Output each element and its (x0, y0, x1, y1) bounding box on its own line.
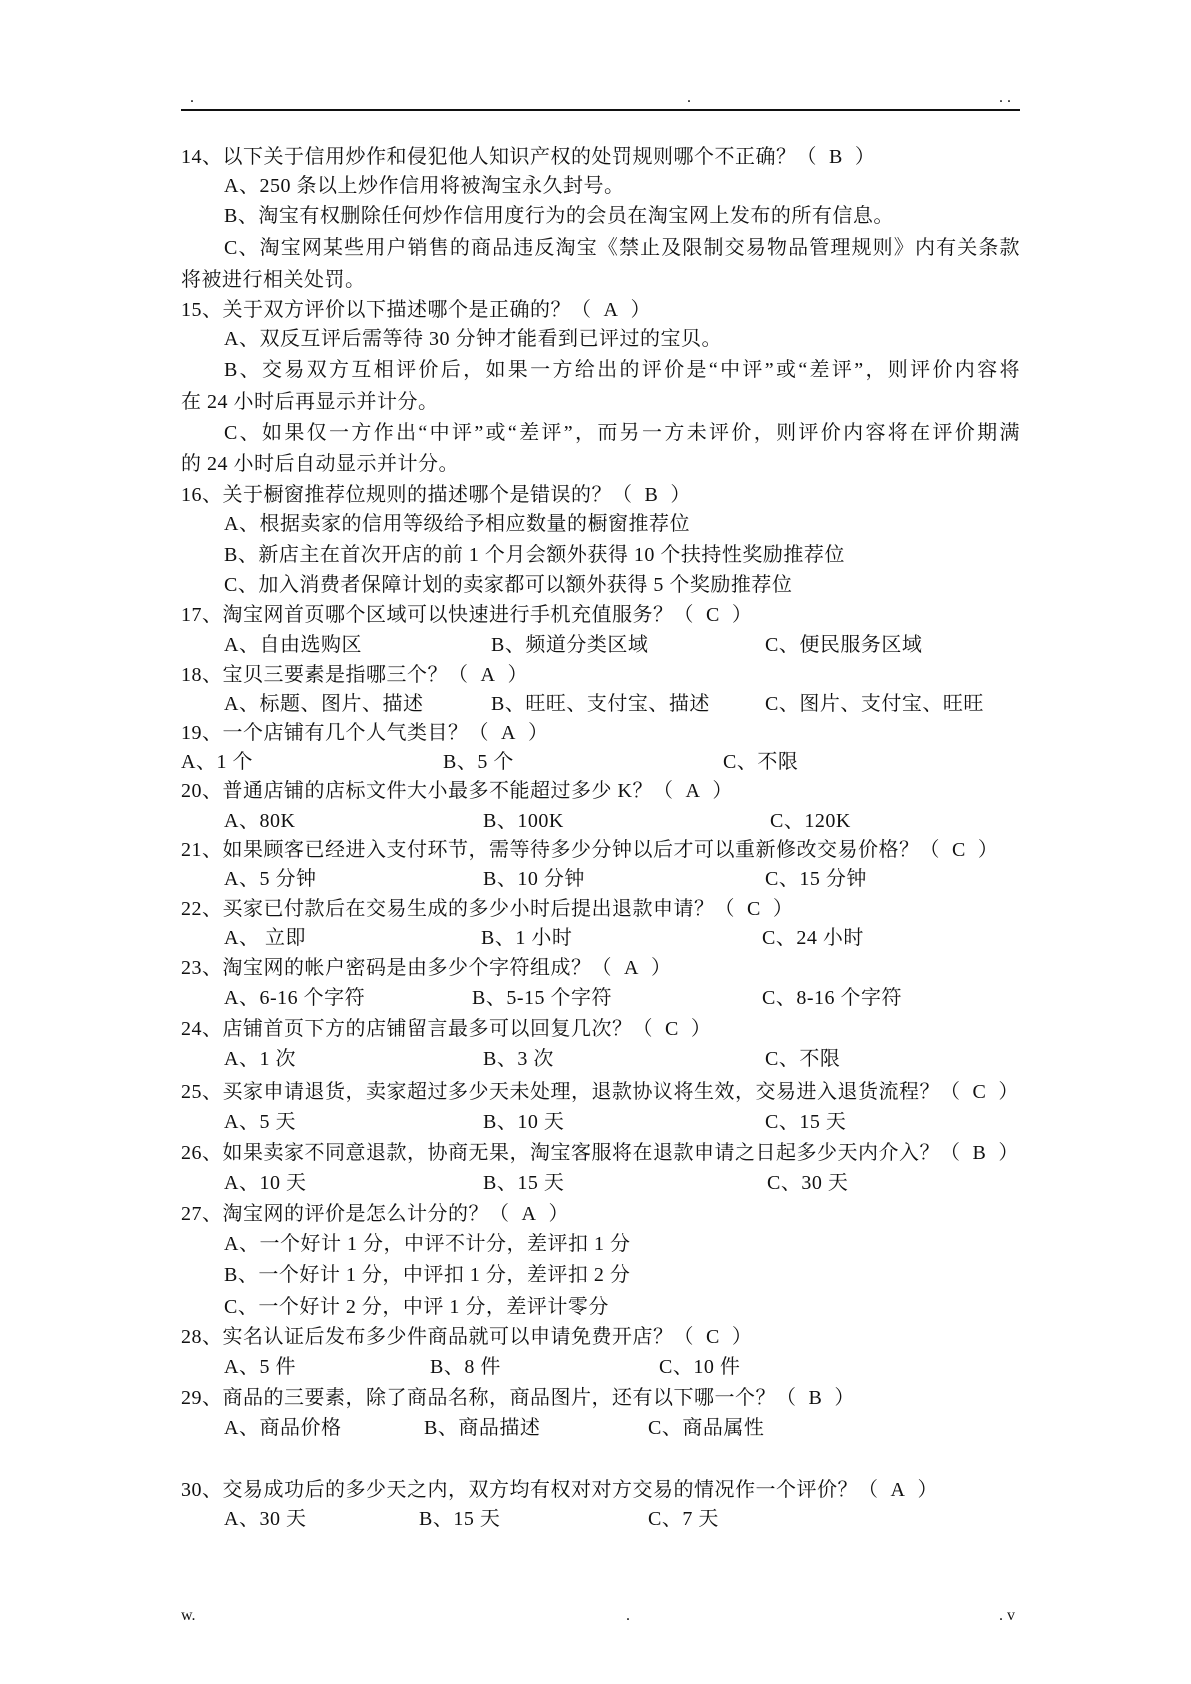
answer-close-bracket: ） (712, 780, 733, 802)
answer-letter: B (644, 484, 659, 506)
footer-center-mark: . (626, 1607, 630, 1624)
answer-open-bracket: （ (652, 780, 674, 802)
option-b-continuation: 在 24 小时后再显示并计分。 (181, 391, 439, 413)
question-prompt: 26、如果卖家不同意退款，协商无果，淘宝客服将在退款申请之日起多少天内介入？ (181, 1142, 940, 1164)
answer-close-bracket: ） (527, 722, 549, 744)
option-c: C、图片、支付宝、旺旺 (765, 693, 984, 715)
option-c: C、24 小时 (762, 927, 864, 949)
answer-letter: A (480, 664, 496, 686)
question-row (181, 480, 691, 510)
question-prompt: 27、淘宝网的评价是怎么计分的？ (181, 1203, 489, 1225)
question-row (181, 1475, 938, 1505)
option-a: A、250 条以上炒作信用将被淘宝永久封号。 (224, 175, 625, 197)
option-a: A、5 分钟 (224, 868, 317, 890)
answer-letter: A (501, 722, 516, 744)
answer-letter: C (972, 1081, 987, 1103)
answer-letter: B (829, 146, 843, 168)
answer-close-bracket: ） (854, 146, 876, 168)
answer-close-bracket: ） (977, 839, 999, 861)
answer-close-bracket: ） (690, 1018, 712, 1040)
answer-open-bracket: （ (673, 604, 694, 626)
question-row (181, 718, 548, 748)
option-a: A、标题、图片、描述 (224, 693, 424, 715)
answer-close-bracket: ） (998, 1081, 1019, 1103)
answer-open-bracket: （ (714, 898, 735, 920)
option-b: B、商品描述 (424, 1417, 541, 1439)
header-right-mark: . . (999, 89, 1011, 106)
option-a: A、10 天 (224, 1172, 307, 1194)
answer-open-bracket: （ (919, 839, 940, 861)
option-c-continuation: 将被进行相关处罚。 (181, 269, 366, 291)
question-row (181, 1383, 855, 1413)
option-b: B、旺旺、支付宝、描述 (491, 693, 710, 715)
option-c: C、不限 (723, 751, 799, 773)
answer-letter: A (624, 957, 639, 979)
answer-open-bracket: （ (489, 1203, 510, 1225)
option-c: C、便民服务区域 (765, 634, 923, 656)
option-a: A、5 件 (224, 1356, 296, 1378)
header-center-mark: . (687, 89, 691, 106)
question-prompt: 24、店铺首页下方的店铺留言最多可以回复几次？ (181, 1018, 633, 1040)
answer-letter: C (706, 1326, 720, 1348)
answer-open-bracket: （ (858, 1479, 879, 1501)
question-prompt: 28、实名认证后发布多少件商品就可以申请免费开店？ (181, 1326, 674, 1348)
option-a: A、6-16 个字符 (224, 987, 366, 1009)
options-row (0, 864, 1191, 894)
option-c: C、10 件 (659, 1356, 741, 1378)
question-row (181, 776, 733, 806)
option-b: B、15 天 (483, 1172, 565, 1194)
option-c: C、如果仅一方作出“中评”或“差评”，而另一方未评价，则评价内容将在评价期满 (224, 422, 1020, 444)
answer-letter: A (890, 1479, 906, 1501)
footer-left-mark: w. (181, 1607, 196, 1624)
question-prompt: 23、淘宝网的帐户密码是由多少个字符组成？ (181, 957, 592, 979)
question-prompt: 17、淘宝网首页哪个区域可以快速进行手机充值服务？ (181, 604, 674, 626)
answer-letter: C (706, 604, 720, 626)
question-row (181, 1014, 711, 1044)
answer-letter: C (747, 898, 761, 920)
answer-letter: A (603, 299, 619, 321)
answer-open-bracket: （ (468, 722, 489, 744)
options-row (0, 1107, 1191, 1137)
option-c: C、7 天 (648, 1508, 719, 1530)
option-a: A、 立即 (224, 927, 306, 949)
answer-letter: C (952, 839, 966, 861)
options-row (0, 1504, 1191, 1534)
option-a: A、自由选购区 (224, 634, 362, 656)
answer-close-bracket: ） (630, 299, 651, 321)
options-row (0, 630, 1191, 660)
options-row (0, 747, 1191, 777)
option-b: B、10 分钟 (483, 868, 585, 890)
option-b: B、频道分类区域 (491, 634, 649, 656)
options-row (0, 983, 1191, 1013)
option-a: A、1 个 (181, 751, 253, 773)
answer-open-bracket: （ (940, 1142, 961, 1164)
option-c: C、加入消费者保障计划的卖家都可以额外获得 5 个奖励推荐位 (224, 574, 793, 596)
answer-close-bracket: ） (917, 1479, 938, 1501)
option-b: B、交易双方互相评价后，如果一方给出的评价是“中评”或“差评”，则评价内容将 (224, 359, 1020, 381)
footer-right-mark: . v (999, 1607, 1015, 1624)
question-prompt: 30、交易成功后的多少天之内，双方均有权对对方交易的情况作一个评价？ (181, 1479, 858, 1501)
option-b: B、5-15 个字符 (472, 987, 612, 1009)
question-prompt: 22、买家已付款后在交易生成的多少小时后提出退款申请？ (181, 898, 715, 920)
option-b: B、15 天 (419, 1508, 501, 1530)
answer-open-bracket: （ (448, 664, 469, 686)
question-prompt: 20、普通店铺的店标文件大小最多不能超过多少 K？ (181, 780, 653, 802)
answer-letter: B (972, 1142, 987, 1164)
option-b: B、100K (483, 810, 564, 832)
options-row (0, 1168, 1191, 1198)
options-row (0, 689, 1191, 719)
option-c: C、不限 (765, 1048, 841, 1070)
answer-close-bracket: ） (548, 1203, 569, 1225)
answer-open-bracket: （ (612, 484, 633, 506)
header-rule (181, 109, 1020, 111)
answer-close-bracket: ） (650, 957, 672, 979)
question-prompt: 21、如果顾客已经进入支付环节，需等待多少分钟以后才可以重新修改交易价格？ (181, 839, 920, 861)
answer-close-bracket: ） (772, 898, 794, 920)
question-row (181, 953, 671, 983)
question-prompt: 15、关于双方评价以下描述哪个是正确的？ (181, 299, 571, 321)
question-row (181, 1077, 1019, 1107)
options-row (0, 923, 1191, 953)
option-b: B、淘宝有权删除任何炒作信用度行为的会员在淘宝网上发布的所有信息。 (224, 205, 894, 227)
question-row (181, 295, 651, 325)
options-row (0, 1044, 1191, 1074)
answer-open-bracket: （ (571, 299, 592, 321)
option-b: B、10 天 (483, 1111, 565, 1133)
option-a: A、双反互评后需等待 30 分钟才能看到已评过的宝贝。 (224, 328, 722, 350)
option-c: C、15 分钟 (765, 868, 867, 890)
question-row (181, 660, 528, 690)
option-c: C、淘宝网某些用户销售的商品违反淘宝《禁止及限制交易物品管理规则》内有关条款 (224, 237, 1020, 259)
option-b: B、5 个 (443, 751, 514, 773)
option-c-continuation: 的 24 小时后自动显示并计分。 (181, 453, 459, 475)
option-a: A、5 天 (224, 1111, 296, 1133)
option-b: B、1 小时 (481, 927, 573, 949)
header-left-mark: . (190, 89, 194, 106)
question-row (181, 142, 875, 172)
question-prompt: 25、买家申请退货，卖家超过多少天未处理，退款协议将生效，交易进入退货流程？ (181, 1081, 940, 1103)
options-row (0, 806, 1191, 836)
options-row (0, 1413, 1191, 1443)
question-row (181, 1199, 569, 1229)
answer-letter: A (521, 1203, 537, 1225)
answer-close-bracket: ） (507, 664, 528, 686)
answer-open-bracket: （ (940, 1081, 961, 1103)
option-c: C、一个好计 2 分，中评 1 分，差评计零分 (224, 1296, 609, 1318)
answer-open-bracket: （ (776, 1387, 797, 1409)
question-row (181, 835, 998, 865)
answer-close-bracket: ） (731, 604, 753, 626)
question-prompt: 19、一个店铺有几个人气类目？ (181, 722, 469, 744)
option-b: B、新店主在首次开店的前 1 个月会额外获得 10 个扶持性奖励推荐位 (224, 544, 845, 566)
answer-close-bracket: ） (834, 1387, 855, 1409)
question-prompt: 16、关于橱窗推荐位规则的描述哪个是错误的？ (181, 484, 612, 506)
option-a: A、商品价格 (224, 1417, 342, 1439)
option-a: A、根据卖家的信用等级给予相应数量的橱窗推荐位 (224, 513, 690, 535)
option-a: A、80K (224, 810, 296, 832)
question-row (181, 1322, 752, 1352)
answer-close-bracket: ） (731, 1326, 753, 1348)
answer-letter: C (665, 1018, 679, 1040)
answer-close-bracket: ） (670, 484, 691, 506)
question-prompt: 29、商品的三要素，除了商品名称，商品图片，还有以下哪一个？ (181, 1387, 776, 1409)
option-c: C、120K (770, 810, 851, 832)
option-c: C、商品属性 (648, 1417, 765, 1439)
option-a: A、30 天 (224, 1508, 307, 1530)
answer-open-bracket: （ (632, 1018, 653, 1040)
answer-letter: A (685, 780, 701, 802)
option-a: A、一个好计 1 分，中评不计分，差评扣 1 分 (224, 1233, 631, 1255)
answer-letter: B (808, 1387, 823, 1409)
option-a: A、1 次 (224, 1048, 296, 1070)
options-row (0, 1352, 1191, 1382)
option-b: B、3 次 (483, 1048, 554, 1070)
option-c: C、8-16 个字符 (762, 987, 902, 1009)
question-prompt: 18、宝贝三要素是指哪三个？ (181, 664, 448, 686)
option-c: C、15 天 (765, 1111, 847, 1133)
question-row (181, 894, 793, 924)
question-row (181, 1138, 1019, 1168)
question-prompt: 14、以下关于信用炒作和侵犯他人知识产权的处罚规则哪个不正确？ (181, 146, 797, 168)
answer-open-bracket: （ (796, 146, 817, 168)
answer-open-bracket: （ (591, 957, 612, 979)
answer-open-bracket: （ (673, 1326, 694, 1348)
option-c: C、30 天 (767, 1172, 849, 1194)
option-b: B、8 件 (430, 1356, 501, 1378)
option-b: B、一个好计 1 分，中评扣 1 分，差评扣 2 分 (224, 1264, 631, 1286)
question-row (181, 600, 752, 630)
answer-close-bracket: ） (998, 1142, 1019, 1164)
